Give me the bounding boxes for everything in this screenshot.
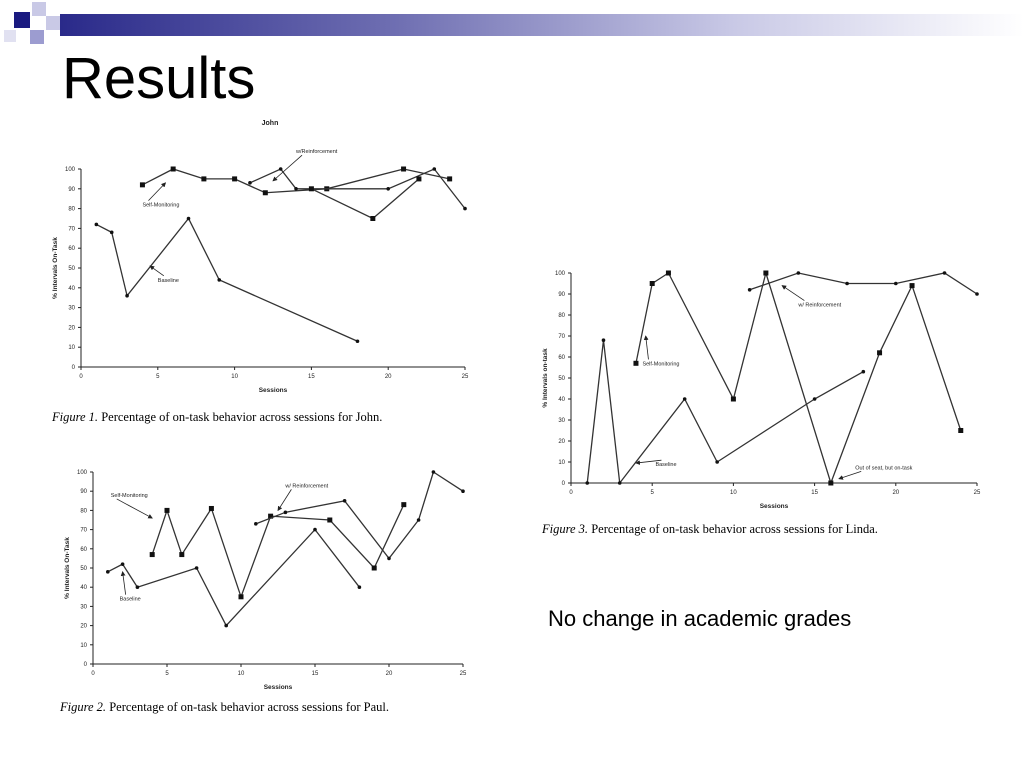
annotation-label: w/ Reinforcement: [798, 302, 842, 309]
data-point: [845, 282, 849, 286]
data-point: [386, 187, 390, 191]
data-point: [715, 460, 719, 464]
data-point: [618, 481, 622, 485]
x-tick-label: 10: [237, 671, 245, 677]
data-point-square: [633, 361, 638, 366]
x-tick-label: 10: [231, 374, 238, 380]
data-point: [343, 499, 347, 503]
annotation-arrow: [646, 336, 649, 359]
annotation-arrow: [150, 266, 164, 276]
x-tick-label: 25: [461, 374, 469, 380]
y-tick-label: 30: [68, 305, 75, 312]
data-point: [95, 223, 99, 227]
data-point: [356, 339, 360, 343]
data-point: [748, 288, 752, 292]
y-tick-label: 0: [83, 662, 87, 668]
y-tick-label: 70: [558, 334, 565, 340]
annotation-label: Self-Monitoring: [110, 492, 148, 499]
y-tick-label: 40: [68, 285, 75, 292]
y-tick-label: 100: [554, 271, 565, 277]
y-tick-label: 90: [68, 186, 75, 193]
data-point: [110, 231, 114, 235]
chart-paul: [40, 462, 480, 698]
slide-title: Results: [62, 46, 256, 111]
y-tick-label: 70: [68, 226, 75, 233]
caption-fig-label: Figure 1.: [52, 410, 99, 424]
data-point: [585, 481, 589, 485]
x-tick-label: 25: [459, 671, 467, 677]
y-tick-label: 20: [68, 325, 75, 332]
x-tick-label: 5: [165, 671, 169, 677]
x-tick-label: 25: [973, 490, 981, 496]
annotation-arrow: [782, 286, 804, 301]
data-point: [975, 292, 979, 296]
decor-square-light: [46, 16, 60, 30]
y-tick-label: 10: [68, 345, 75, 352]
data-point: [461, 489, 465, 493]
annotation-arrow: [278, 489, 291, 510]
y-tick-label: 80: [68, 206, 75, 213]
series-line: [311, 179, 419, 219]
y-tick-label: 20: [558, 439, 565, 445]
data-point-square: [165, 508, 170, 513]
data-point-square: [958, 428, 963, 433]
y-tick-label: 50: [80, 566, 87, 572]
y-tick-label: 60: [80, 546, 87, 553]
data-point: [387, 557, 391, 561]
annotation-label: w/ Reinforcement: [285, 483, 329, 490]
data-point-square: [372, 566, 377, 571]
data-point-square: [416, 176, 421, 181]
annotation-arrow: [148, 183, 165, 201]
y-tick-label: 70: [80, 527, 87, 534]
data-point: [279, 167, 283, 171]
annotation-label: Baseline: [119, 596, 141, 603]
annotation-label: Baseline: [655, 462, 677, 469]
data-point: [602, 338, 606, 342]
y-tick-label: 90: [558, 292, 565, 298]
data-point: [463, 207, 467, 211]
x-tick-label: 0: [569, 490, 573, 496]
caption-text: Percentage of on-task behavior across sessions for Linda.: [591, 522, 878, 536]
y-tick-label: 30: [558, 418, 565, 424]
x-tick-label: 20: [892, 490, 900, 496]
data-point-square: [232, 176, 237, 181]
data-point: [125, 294, 129, 298]
data-point-square: [401, 502, 406, 507]
x-tick-label: 15: [311, 671, 319, 677]
y-tick-label: 50: [558, 376, 565, 382]
data-point-square: [910, 283, 915, 288]
data-point-square: [263, 190, 268, 195]
caption-fig-label: Figure 2.: [60, 700, 107, 714]
series-line: [96, 219, 357, 342]
annotation-label: Self-Monitoring: [642, 361, 680, 368]
data-point: [294, 187, 298, 191]
decor-square-light: [32, 2, 46, 16]
x-axis-label: Sessions: [263, 684, 293, 691]
data-point: [106, 570, 110, 574]
data-point: [121, 562, 125, 566]
data-point-square: [370, 216, 375, 221]
data-point: [224, 624, 228, 628]
header-gradient-bar: [60, 14, 1024, 36]
y-tick-label: 10: [80, 642, 87, 649]
caption-text: Percentage of on-task behavior across sessions for John.: [101, 410, 383, 424]
series-line: [152, 505, 404, 597]
data-point: [136, 585, 140, 589]
data-point: [313, 528, 317, 532]
data-point-square: [763, 271, 768, 276]
x-tick-label: 15: [308, 374, 315, 380]
caption-fig-label: Figure 3.: [542, 522, 589, 536]
annotation-label: Out of seat, but on-task: [855, 465, 913, 472]
x-tick-label: 5: [650, 490, 654, 496]
x-tick-label: 5: [156, 374, 160, 380]
data-point-square: [239, 594, 244, 599]
data-point: [417, 518, 421, 522]
data-point: [217, 278, 221, 282]
data-point: [254, 522, 258, 526]
annotation-label: Baseline: [157, 277, 179, 284]
y-tick-label: 0: [561, 481, 565, 487]
data-point: [797, 271, 801, 275]
data-point: [943, 271, 947, 275]
data-point-square: [666, 271, 671, 276]
data-point-square: [877, 350, 882, 355]
data-point-square: [327, 518, 332, 523]
y-tick-label: 40: [80, 585, 87, 592]
data-point: [813, 397, 817, 401]
data-point: [683, 397, 687, 401]
decor-square-pale: [4, 30, 16, 42]
annotation-arrow: [123, 572, 126, 595]
y-tick-label: 60: [68, 246, 75, 253]
annotation-arrow: [839, 471, 861, 478]
y-tick-label: 100: [76, 470, 87, 476]
data-point-square: [140, 182, 145, 187]
caption-paul: [60, 700, 389, 715]
data-point-square: [309, 186, 314, 191]
y-axis-label: % Intervals on-task: [542, 348, 549, 408]
annotation-label: Self-Monitoring: [142, 202, 180, 209]
series-line: [108, 530, 360, 626]
annotation-arrow: [117, 499, 152, 518]
annotation-label: w/Reinforcement: [296, 149, 338, 156]
data-point: [284, 511, 288, 515]
x-tick-label: 0: [79, 374, 83, 380]
series-line: [750, 273, 977, 294]
data-point: [195, 566, 199, 570]
data-point-square: [828, 481, 833, 486]
caption-john: [52, 410, 382, 425]
decor-square-mid: [30, 30, 44, 44]
grades-note: No change in academic grades: [548, 606, 852, 631]
y-tick-label: 60: [558, 355, 565, 361]
y-tick-label: 50: [68, 266, 75, 272]
caption-text: Percentage of on-task behavior across sessions for Paul.: [109, 700, 389, 714]
data-point: [894, 282, 898, 286]
y-tick-label: 40: [558, 397, 565, 403]
data-point-square: [179, 552, 184, 557]
y-axis-label: % Intervals On-Task: [64, 537, 71, 599]
caption-linda: [542, 522, 878, 537]
data-point-square: [209, 506, 214, 511]
x-tick-label: 20: [385, 671, 393, 677]
chart-linda: [530, 262, 1000, 512]
y-tick-label: 30: [80, 604, 87, 611]
decor-square-dark: [14, 12, 30, 28]
x-tick-label: 15: [811, 490, 818, 496]
x-tick-label: 10: [730, 490, 737, 496]
y-tick-label: 20: [80, 623, 87, 630]
y-tick-label: 100: [64, 167, 75, 173]
data-point-square: [201, 176, 206, 181]
header-decoration: [0, 0, 1024, 46]
data-point: [432, 167, 436, 171]
y-tick-label: 80: [558, 313, 565, 319]
series-line: [587, 340, 863, 483]
x-tick-label: 0: [91, 671, 95, 677]
data-point: [248, 181, 252, 185]
x-axis-label: Sessions: [759, 503, 789, 510]
y-tick-label: 90: [80, 489, 87, 496]
y-tick-label: 0: [71, 365, 75, 371]
data-point: [187, 217, 191, 221]
chart-john: [40, 110, 480, 400]
data-point-square: [401, 167, 406, 172]
chart-title: John: [261, 120, 279, 127]
y-tick-label: 10: [558, 460, 565, 466]
data-point-square: [650, 281, 655, 286]
data-point-square: [447, 176, 452, 181]
data-point: [862, 370, 866, 374]
x-tick-label: 20: [384, 374, 392, 380]
data-point: [358, 585, 362, 589]
y-axis-label: % Intervals On-Task: [52, 237, 59, 299]
data-point-square: [731, 397, 736, 402]
data-point-square: [171, 167, 176, 172]
y-tick-label: 80: [80, 508, 87, 515]
data-point-square: [150, 552, 155, 557]
x-axis-label: Sessions: [258, 387, 288, 394]
data-point: [432, 470, 436, 474]
